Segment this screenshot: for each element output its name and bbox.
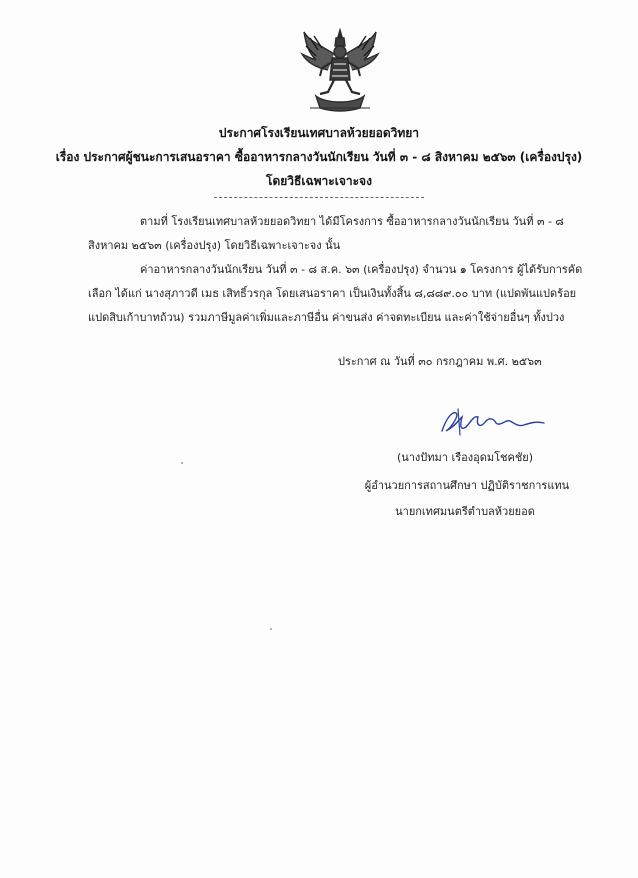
paragraph-2-text: ค่าอาหารกลางวันนักเรียน วันที่ ๓ - ๘ ส.ค. ๖๓ (เครื่องปรุง) จำนวน ๑ โครงการ ผู้ได้รับการคัดเลือก ได้แก่ นางสุภาวดี เมธ เสิทธิ์วรกุล โดยเสนอราคา เป็นเงินทั้งสิ้น ๘,๘๘๙.๐๐ บาท (แปดพันแปดร้อยแปดสิบเก้าบาทถ้วน) รวมภาษีมูลค่าเพิ่มและภาษีอื่น ค่าขนส่ง ค่าจดทะเบียน และค่าใช้จ่ายอื่นๆ ทั้งปวง	[88, 263, 583, 324]
signer-position-2: นายกเทศมนตรีตำบลห้วยยอด	[395, 505, 535, 518]
body-paragraph-1	[88, 210, 588, 258]
body-paragraph-2	[88, 258, 588, 330]
procurement-method: โดยวิธีเฉพาะเจาะจง	[266, 174, 372, 188]
document-subject: เรื่อง ประกาศผู้ชนะการเสนอราคา ซื้ออาหารกลางวันนักเรียน วันที่ ๓ - ๘ สิงหาคม ๒๕๖๓ (เครื่องปรุง)	[55, 150, 583, 164]
section-divider	[214, 197, 424, 198]
scan-speck	[181, 462, 183, 464]
handwritten-signature	[436, 405, 548, 439]
document-title: ประกาศโรงเรียนเทศบาลห้วยยอดวิทยา	[218, 126, 420, 140]
signer-name: (นางปัทมา เรืองอุดมโชคชัย)	[396, 451, 534, 464]
scan-speck	[270, 628, 272, 630]
announcement-date: ประกาศ ณ วันที่ ๓๐ กรกฎาคม พ.ศ. ๒๕๖๓	[338, 355, 542, 368]
garuda-emblem-icon	[298, 28, 382, 114]
paragraph-1-text: ตามที่ โรงเรียนเทศบาลห้วยยอดวิทยา ได้มีโครงการ ซื้ออาหารกลางวันนักเรียน วันที่ ๓ - ๘ สิงหาคม ๒๕๖๓ (เครื่องปรุง) โดยวิธีเฉพาะเจาะจง นั้น	[88, 215, 564, 252]
signer-position: ผู้อำนวยการสถานศึกษา ปฏิบัติราชการแทน	[364, 479, 570, 492]
